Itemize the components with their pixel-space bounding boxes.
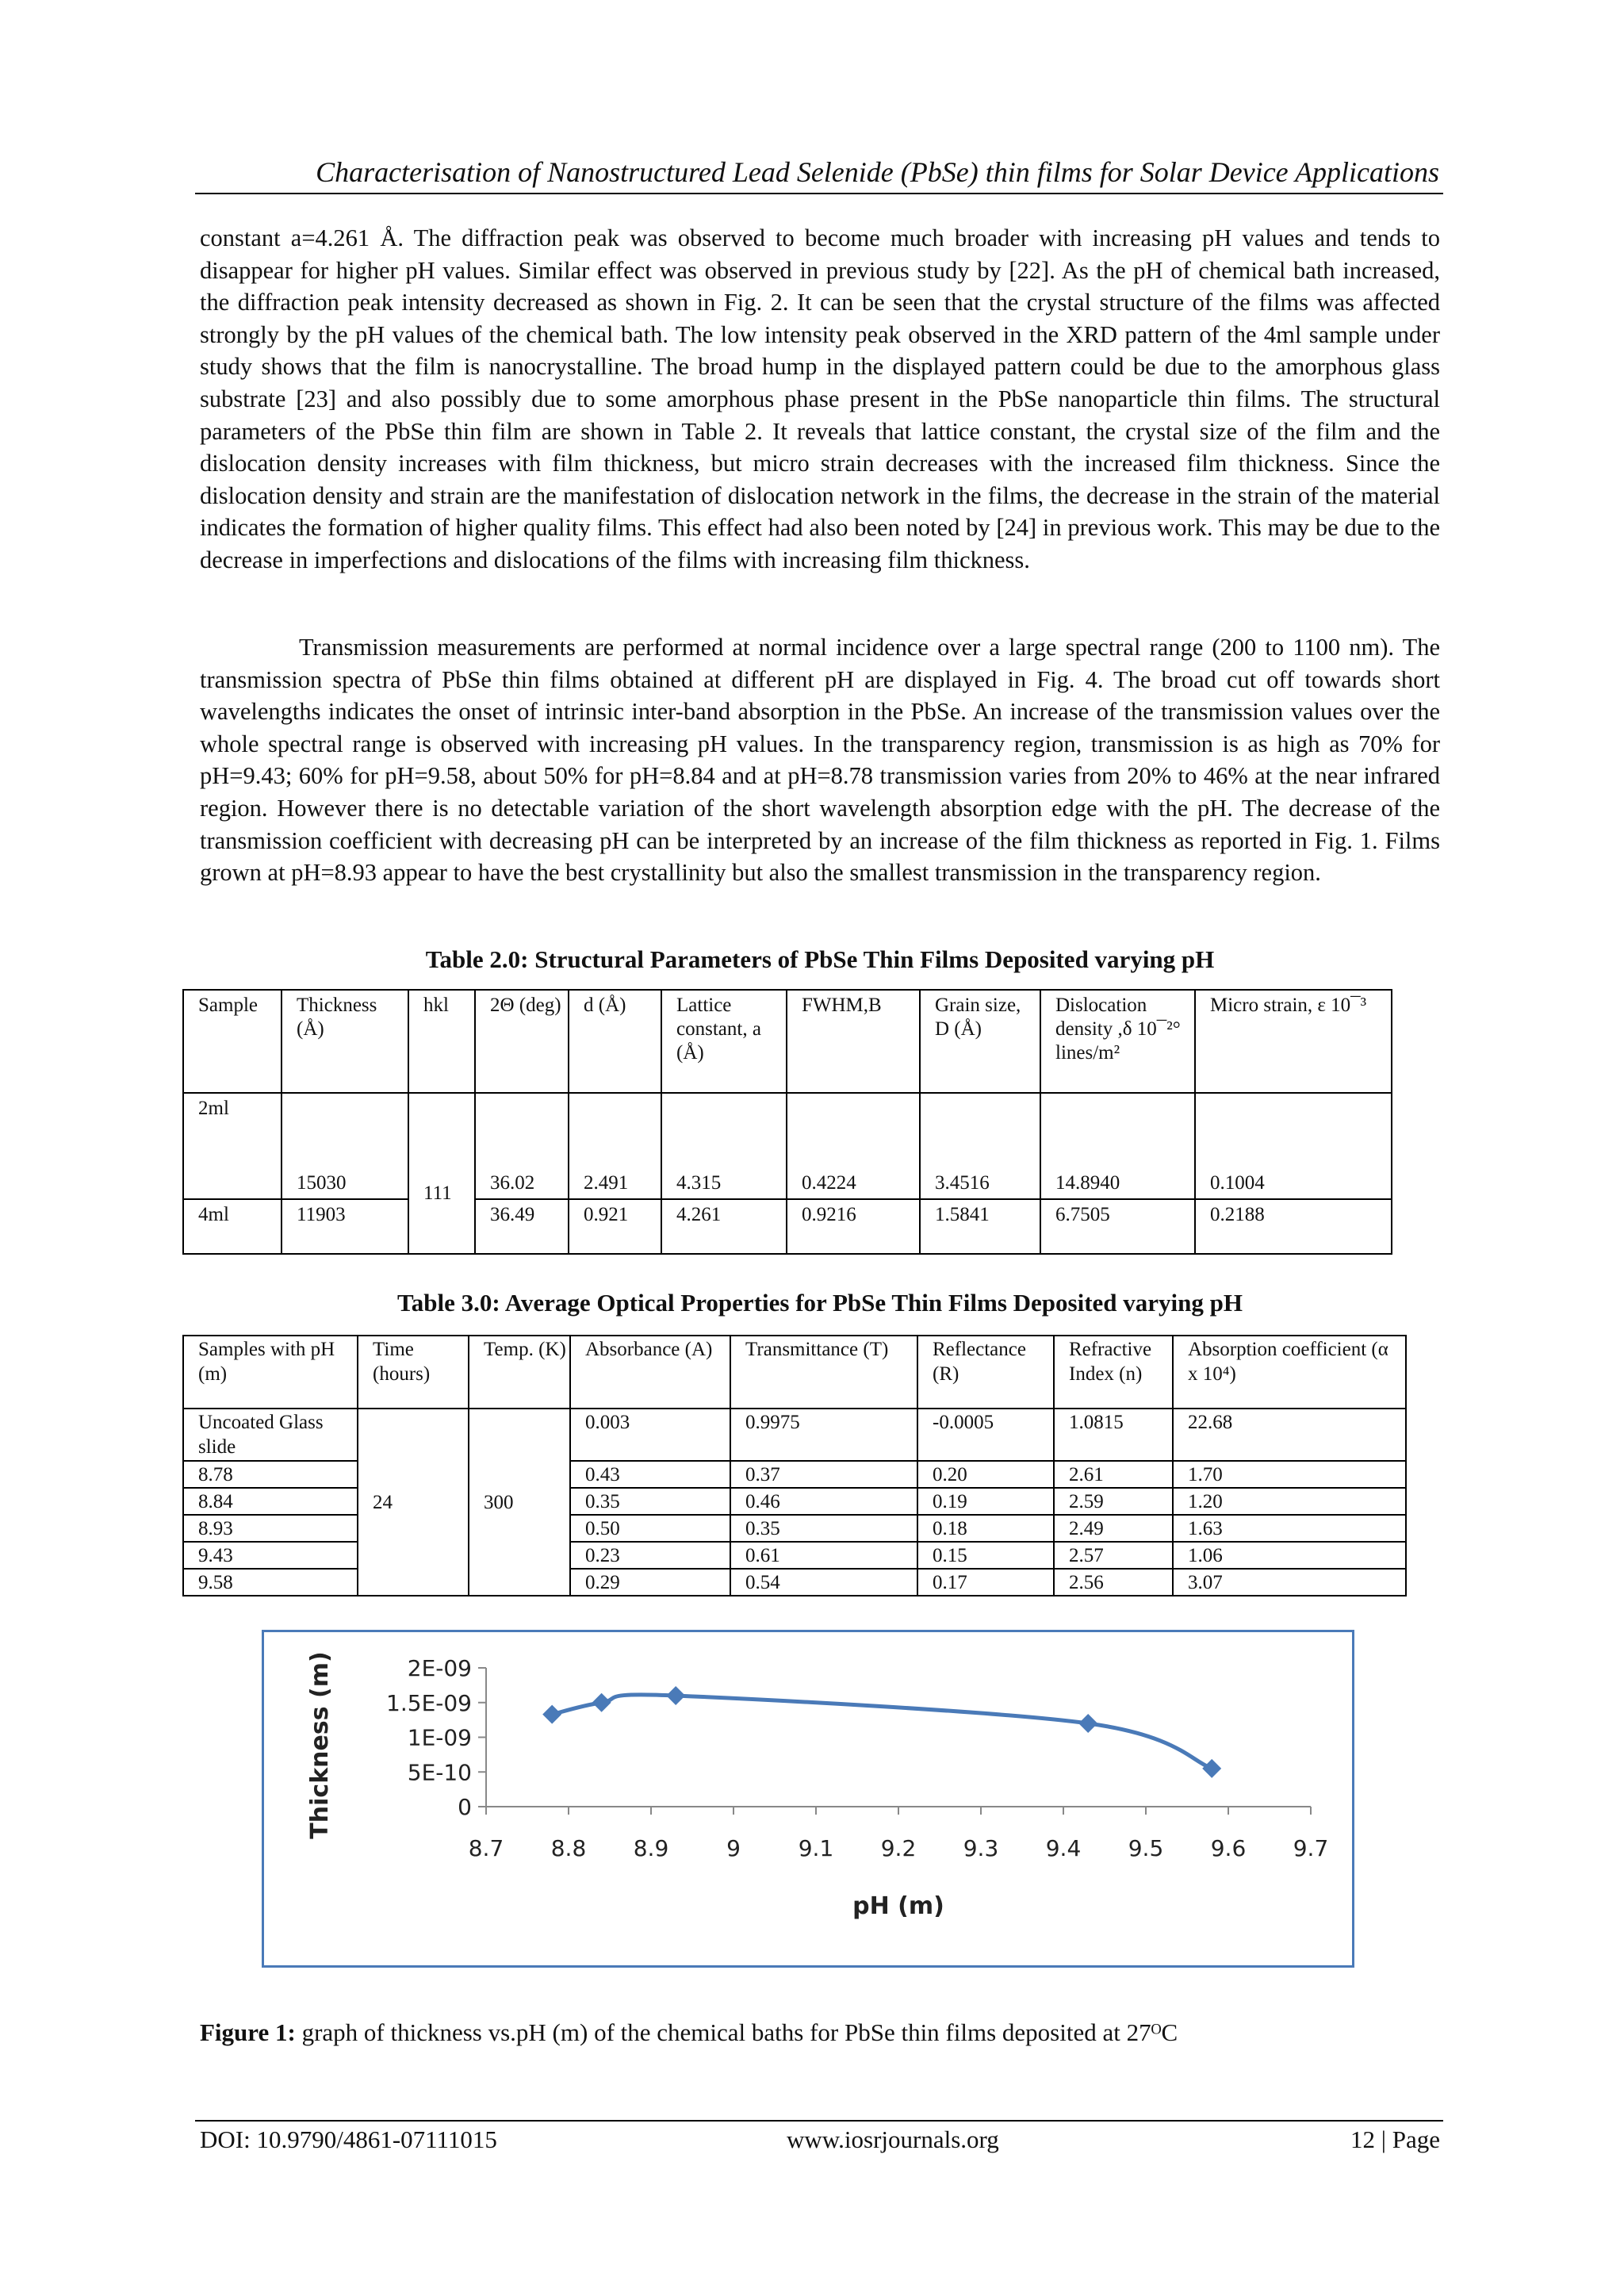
figure-caption xyxy=(200,2018,1178,2047)
col-header: FWHM,B xyxy=(787,990,920,1093)
col-header: hkl xyxy=(408,990,475,1093)
x-tick-label: 8.8 xyxy=(550,1835,587,1861)
col-header: Lattice constant, a (Å) xyxy=(661,990,787,1093)
table-row xyxy=(183,1409,1406,1461)
col-header: Thickness (Å) xyxy=(282,990,408,1093)
table-cell: 6.7505 xyxy=(1040,1199,1195,1254)
chart-canvas xyxy=(264,1632,1352,1965)
table-cell: 0.921 xyxy=(569,1199,661,1254)
table-cell: 2.491 xyxy=(569,1093,661,1199)
data-point-marker xyxy=(592,1693,611,1712)
col-header: d (Å) xyxy=(569,990,661,1093)
table-cell: 2.61 xyxy=(1054,1461,1173,1488)
table-cell-sample: Uncoated Glass slide xyxy=(183,1409,358,1461)
table-cell: 0.2188 xyxy=(1195,1199,1392,1254)
table-header-row xyxy=(183,990,1392,1093)
table-cell-sample: 2ml xyxy=(183,1093,282,1199)
table-cell-sample: 8.93 xyxy=(183,1515,358,1542)
table-cell: 0.003 xyxy=(570,1409,730,1461)
table-cell: 0.35 xyxy=(570,1488,730,1515)
x-tick-label: 8.9 xyxy=(633,1835,669,1861)
table-cell-sample: 4ml xyxy=(183,1199,282,1254)
table-cell-time: 24 xyxy=(358,1409,469,1596)
table-cell: 2.57 xyxy=(1054,1542,1173,1569)
x-tick-label: 9.6 xyxy=(1210,1835,1247,1861)
y-tick-label: 2E-09 xyxy=(407,1655,472,1681)
col-header: Reflectance (R) xyxy=(917,1336,1054,1409)
table-cell: 0.35 xyxy=(730,1515,917,1542)
footer-website-link[interactable]: www.iosrjournals.org xyxy=(787,2125,999,2153)
col-header: Dislocation density ,δ 10¯²° lines/m² xyxy=(1040,990,1195,1093)
table-row xyxy=(183,1093,1392,1199)
table-cell: 0.43 xyxy=(570,1461,730,1488)
table-cell-temp: 300 xyxy=(469,1409,570,1596)
table-cell: 0.19 xyxy=(917,1488,1054,1515)
table-cell-sample: 9.43 xyxy=(183,1542,358,1569)
data-point-marker xyxy=(1078,1714,1097,1733)
table-cell: 36.49 xyxy=(475,1199,569,1254)
table-cell: 11903 xyxy=(282,1199,408,1254)
table-cell: 14.8940 xyxy=(1040,1093,1195,1199)
x-tick-label: 8.7 xyxy=(468,1835,504,1861)
col-header: Refractive Index (n) xyxy=(1054,1336,1173,1409)
table-cell: 4.315 xyxy=(661,1093,787,1199)
x-tick-label: 9.4 xyxy=(1045,1835,1082,1861)
series-line-thickness xyxy=(552,1695,1212,1769)
table-header-row xyxy=(183,1336,1406,1409)
data-point-marker xyxy=(666,1686,685,1705)
table2-title: Table 2.0: Structural Parameters of PbSe Thin Films Deposited varying pH xyxy=(425,945,1215,973)
table-cell: 0.1004 xyxy=(1195,1093,1392,1199)
y-tick-label: 1E-09 xyxy=(407,1724,472,1751)
table-cell-sample: 9.58 xyxy=(183,1569,358,1596)
col-header: Grain size, D (Å) xyxy=(920,990,1040,1093)
col-header: Absorbance (A) xyxy=(570,1336,730,1409)
col-header: Absorption coefficient (α x 10⁴) xyxy=(1173,1336,1406,1409)
y-tick-label: 1.5E-09 xyxy=(386,1689,472,1716)
table-cell: 0.23 xyxy=(570,1542,730,1569)
col-header: Micro strain, ε 10¯³ xyxy=(1195,990,1392,1093)
table-cell: 2.49 xyxy=(1054,1515,1173,1542)
footer-page-number: 12 | Page xyxy=(1350,2125,1440,2153)
table-cell: 1.63 xyxy=(1173,1515,1406,1542)
table-cell: 1.0815 xyxy=(1054,1409,1173,1461)
table-cell: 1.06 xyxy=(1173,1542,1406,1569)
data-point-marker xyxy=(1202,1759,1221,1778)
table-cell: 4.261 xyxy=(661,1199,787,1254)
col-header: 2Θ (deg) xyxy=(475,990,569,1093)
figure-label: Figure 1: xyxy=(200,2018,296,2046)
x-tick-label: 9.1 xyxy=(798,1835,834,1861)
x-tick-label: 9 xyxy=(726,1835,741,1861)
table-cell: 0.61 xyxy=(730,1542,917,1569)
table-cell: 36.02 xyxy=(475,1093,569,1199)
structural-parameters-table xyxy=(182,989,1392,1255)
table-cell: 0.50 xyxy=(570,1515,730,1542)
table-cell: 0.46 xyxy=(730,1488,917,1515)
figure-caption-text: graph of thickness vs.pH (m) of the chemical baths for PbSe thin films deposited at 27ᴼC xyxy=(295,2018,1178,2046)
footer-doi: DOI: 10.9790/4861-07111015 xyxy=(200,2125,497,2153)
optical-properties-table xyxy=(182,1335,1407,1596)
thickness-vs-ph-chart xyxy=(262,1630,1354,1968)
x-tick-label: 9.7 xyxy=(1293,1835,1329,1861)
table-cell: 15030 xyxy=(282,1093,408,1199)
y-tick-label: 0 xyxy=(458,1794,472,1820)
table-cell: 0.20 xyxy=(917,1461,1054,1488)
running-header-title: Characterisation of Nanostructured Lead Selenide (PbSe) thin films for Solar Device Applications xyxy=(316,156,1439,188)
table-cell: 0.54 xyxy=(730,1569,917,1596)
data-point-marker xyxy=(542,1705,561,1724)
x-tick-label: 9.3 xyxy=(963,1835,999,1861)
col-header: Time (hours) xyxy=(358,1336,469,1409)
table-cell: 0.37 xyxy=(730,1461,917,1488)
x-axis-label: pH (m) xyxy=(852,1892,944,1920)
header-divider xyxy=(195,193,1443,194)
table-cell: 3.07 xyxy=(1173,1569,1406,1596)
table-row xyxy=(183,1199,1392,1254)
x-tick-label: 9.5 xyxy=(1128,1835,1164,1861)
col-header: Samples with pH (m) xyxy=(183,1336,358,1409)
table-cell: 1.5841 xyxy=(920,1199,1040,1254)
table-cell: 0.15 xyxy=(917,1542,1054,1569)
table-cell: 0.9216 xyxy=(787,1199,920,1254)
table-cell: -0.0005 xyxy=(917,1409,1054,1461)
table-cell-sample: 8.78 xyxy=(183,1461,358,1488)
body-paragraph-2: Transmission measurements are performed at normal incidence over a large spectral range (200 to 1100 nm). The transmission spectra of PbSe thin films obtained at different pH are displayed in Fig. 4. The broad cut off towards short wavelengths indicates the onset of intrinsic inter-band absorption in the PbSe. An increase of the transmission values over the whole spectral range is observed with increasing pH values. In the transparency region, transmission is as high as 70% for pH=9.43; 60% for pH=9.58, about 50% for pH=8.84 and at pH=8.78 transmission varies from 20% to 46% at the near infrared region. However there is no detectable variation of the short wavelength absorption edge with the pH. The decrease of the transmission coefficient with decreasing pH can be interpreted by an increase of the film thickness as reported in Fig. 1. Films grown at pH=8.93 appear to have the best crystallinity but also the smallest transmission in the transparency region. xyxy=(200,634,1440,887)
table-cell-sample: 8.84 xyxy=(183,1488,358,1515)
x-tick-label: 9.2 xyxy=(880,1835,917,1861)
table-cell: 1.70 xyxy=(1173,1461,1406,1488)
table-cell: 0.18 xyxy=(917,1515,1054,1542)
table-cell: 2.59 xyxy=(1054,1488,1173,1515)
col-header: Transmittance (T) xyxy=(730,1336,917,1409)
table-cell: 0.9975 xyxy=(730,1409,917,1461)
body-paragraph-1: constant a=4.261 Å. The diffraction peak was observed to become much broader with increasing pH values and tends to disappear for higher pH values. Similar effect was observed in previous study by [22]. As the pH of chemical bath increased, the diffraction peak intensity decreased as shown in Fig. 2. It can be seen that the crystal structure of the films was affected strongly by the pH values of the chemical bath. The low intensity peak observed in the XRD pattern of the 4ml sample under study shows that the film is nanocrystalline. The broad hump in the displayed pattern could be due to the amorphous glass substrate [23] and also possibly due to some amorphous phase present in the PbSe nanoparticle thin films. The structural parameters of the PbSe thin film are shown in Table 2. It reveals that lattice constant, the crystal size of the film and the dislocation density increases with film thickness, but micro strain decreases with the increased film thickness. Since the dislocation density and strain are the manifestation of dislocation network in the films, the decrease in the strain of the material indicates the formation of higher quality films. This effect had also been noted by [24] in previous work. This may be due to the decrease in imperfections and dislocations of the films with increasing film thickness. xyxy=(200,224,1440,573)
table-cell: 1.20 xyxy=(1173,1488,1406,1515)
table-cell: 0.4224 xyxy=(787,1093,920,1199)
y-tick-label: 5E-10 xyxy=(407,1759,472,1786)
col-header: Temp. (K) xyxy=(469,1336,570,1409)
table-cell: 0.17 xyxy=(917,1569,1054,1596)
footer-divider xyxy=(195,2120,1443,2122)
table-cell: 0.29 xyxy=(570,1569,730,1596)
table-cell: 3.4516 xyxy=(920,1093,1040,1199)
table-cell: 22.68 xyxy=(1173,1409,1406,1461)
table3-title: Table 3.0: Average Optical Properties for PbSe Thin Films Deposited varying pH xyxy=(396,1289,1243,1317)
col-header: Sample xyxy=(183,990,282,1093)
table-cell-hkl: 111 xyxy=(408,1093,475,1254)
y-axis-label: Thickness (m) xyxy=(306,1651,334,1839)
table-cell: 2.56 xyxy=(1054,1569,1173,1596)
